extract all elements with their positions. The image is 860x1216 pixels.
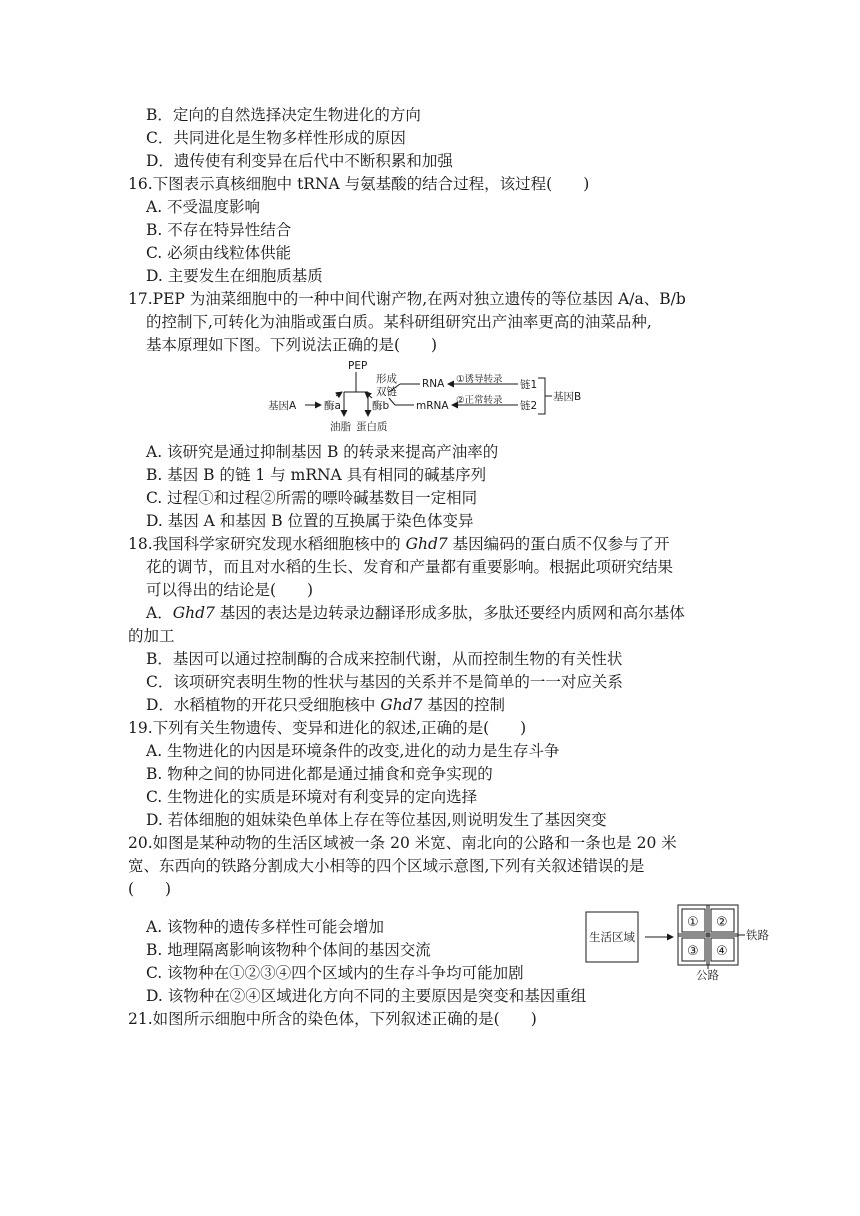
q17-option-d: D. 基因 A 和基因 B 位置的互换属于染色体变异: [146, 512, 474, 530]
q16-option-c: C. 必须由线粒体供能: [146, 244, 292, 262]
q20-stem-line1: 20.如图是某种动物的生活区域被一条 20 米宽、南北向的公路和一条也是 20 米: [128, 834, 677, 852]
mrna-label: mRNA: [416, 400, 449, 412]
q16-option-a: A. 不受温度影响: [146, 198, 261, 216]
q20-option-b: B. 地理隔离影响该物种个体间的基因交流: [146, 941, 431, 959]
q19-option-c: C. 生物进化的实质是环境对有利变异的定向选择: [146, 788, 478, 806]
q19-option-b: B. 物种之间的协同进化都是通过捕食和竞争实现的: [146, 765, 493, 783]
gene-name: Ghd7: [380, 696, 423, 714]
region-1-label: ①: [687, 915, 699, 930]
chain1-label: 链1: [520, 379, 538, 391]
protein-label: 蛋白质: [356, 421, 388, 433]
gene-name: Ghd7: [405, 535, 448, 553]
oil-label: 油脂: [330, 421, 351, 433]
q15-option-b: B．定向的自然选择决定生物进化的方向: [146, 106, 421, 124]
q20-option-a: A. 该物种的遗传多样性可能会增加: [146, 918, 385, 936]
habitat-label: 生活区域: [589, 930, 635, 944]
q21-stem: 21.如图所示细胞中所含的染色体，下列叙述正确的是( ): [128, 1010, 537, 1028]
q17-pathway-diagram: [268, 358, 598, 434]
q20-option-d: D. 该物种在②④区域进化方向不同的主要原因是突变和基因重组: [146, 987, 587, 1005]
q18-option-d: [146, 694, 505, 716]
q20-stem-line3: ( ): [128, 880, 172, 898]
q18-option-a-letter: A．: [146, 604, 173, 622]
q18-option-b: B．基因可以通过控制酶的合成来控制代谢，从而控制生物的有关性状: [146, 650, 623, 668]
q17-option-c: C. 过程①和过程②所需的嘌呤碱基数目一定相同: [146, 489, 478, 507]
q20-stem-line2: 宽、东西向的铁路分割成大小相等的四个区域示意图,下列有关叙述错误的是: [128, 857, 645, 875]
q20-option-c: C. 该物种在①②③④四个区域内的生存斗争均可能加剧: [146, 964, 524, 982]
form-label: 形成: [376, 373, 397, 385]
gene-b-label: 基因B: [553, 391, 582, 403]
q17-option-a: A. 该研究是通过抑制基因 B 的转录来提高产油率的: [146, 443, 499, 461]
pep-label: PEP: [348, 360, 368, 372]
q19-stem: 19.下列有关生物遗传、变异和进化的叙述,正确的是( ): [128, 719, 527, 737]
enzyme-b-label: 酶b: [372, 400, 390, 412]
enzyme-a-label: 酶a: [324, 400, 341, 412]
q16-option-d: D. 主要发生在细胞质基质: [146, 267, 323, 285]
chain2-label: 链2: [520, 400, 538, 412]
region-2-label: ②: [716, 915, 728, 930]
q20-region-diagram: [585, 903, 790, 981]
region-3-label: ③: [687, 944, 699, 959]
q16-stem: 16.下图表示真核细胞中 tRNA 与氨基酸的结合过程，该过程( ): [128, 175, 590, 193]
q17-stem-line2: 的控制下,可转化为油脂或蛋白质。某科研组研究出产油率更高的油菜品种,: [146, 313, 652, 331]
q17-stem-line3: 基本原理如下图。下列说法正确的是( ): [146, 336, 438, 354]
q15-option-d: D．遗传使有利变异在后代中不断积累和加强: [146, 152, 453, 170]
q18-option-d-text-a: D．水稻植物的开花只受细胞核中: [146, 696, 381, 714]
region-4-label: ④: [716, 944, 728, 959]
process1-label: ①诱导转录: [456, 374, 503, 385]
q18-stem-line1: [128, 533, 670, 555]
double-strand-label: 双链: [376, 386, 397, 398]
q18-option-a-cont: 的加工: [128, 627, 175, 645]
process2-label: ②正常转录: [456, 395, 503, 406]
q18-stem-text-a: 18.我国科学家研究发现水稻细胞核中的: [128, 535, 406, 553]
q18-option-d-text-b: 基因的控制: [422, 696, 505, 714]
q18-option-c: C．该项研究表明生物的性状与基因的关系并不是简单的一一对应关系: [146, 673, 623, 691]
q18-option-a-text: 基因的表达是边转录边翻译形成多肽，多肽还要经内质网和高尔基体: [214, 604, 685, 622]
rna-label: RNA: [422, 378, 445, 390]
road-label: 公路: [696, 968, 719, 981]
q16-option-b: B. 不存在特异性结合: [146, 221, 292, 239]
q18-stem-text-b: 基因编码的蛋白质不仅参与了开: [447, 535, 670, 553]
q15-option-c: C．共同进化是生物多样性形成的原因: [146, 129, 406, 147]
q17-stem-line1: 17.PEP 为油菜细胞中的一种中间代谢产物,在两对独立遗传的等位基因 A/a、B/b: [128, 290, 686, 308]
gene-a-label: 基因A: [268, 400, 297, 412]
railway-label: 铁路: [746, 928, 769, 942]
q19-option-d: D. 若体细胞的姐妹染色单体上存在等位基因,则说明发生了基因突变: [146, 811, 607, 829]
q18-stem-line3: 可以得出的结论是( ): [146, 581, 314, 599]
gene-name: Ghd7: [172, 604, 215, 622]
q17-option-b: B. 基因 B 的链 1 与 mRNA 具有相同的碱基序列: [146, 466, 487, 484]
q19-option-a: A. 生物进化的内因是环境条件的改变,进化的动力是生存斗争: [146, 742, 560, 760]
q18-option-a: [146, 602, 685, 624]
q18-stem-line2: 花的调节，而且对水稻的生长、发育和产量都有重要影响。根据此项研究结果: [146, 558, 674, 576]
